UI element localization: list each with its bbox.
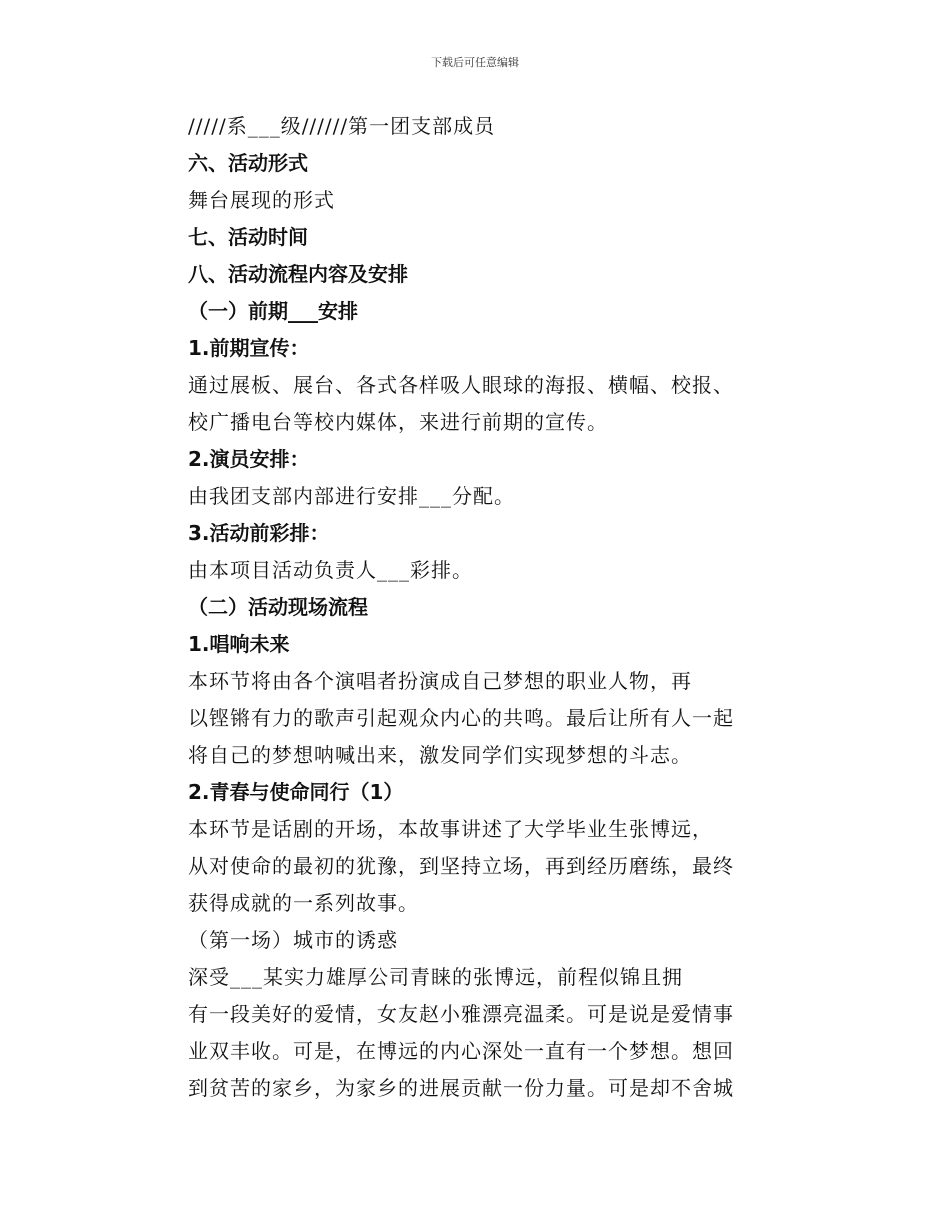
page-header: 下载后可任意编辑 (431, 56, 519, 69)
text-line: 校广播电台等校内媒体，来进行前期的宣传。 (188, 410, 608, 434)
text-line: 以铿锵有力的歌声引起观众内心的共鸣。最后让所有人一起 (188, 706, 734, 730)
text-line: （第一场）城市的诱惑 (188, 928, 398, 952)
text-line: 由本项目活动负责人___彩排。 (188, 558, 473, 582)
text-line: 有一段美好的爱情，女友赵小雅漂亮温柔。可是说是爱情事 (188, 1002, 734, 1026)
item-heading: 3.活动前彩排： (188, 521, 330, 545)
subsection-heading: （二）活动现场流程 (188, 595, 368, 619)
text-line: 由我团支部内部进行安排___分配。 (188, 484, 515, 508)
subsection-heading: （一）前期___安排 (188, 299, 358, 323)
item-heading: 2.演员安排： (188, 447, 310, 471)
section-heading: 七、活动时间 (188, 225, 308, 249)
text-line: 深受___某实力雄厚公司青睐的张博远，前程似锦且拥 (188, 965, 683, 989)
text-line: 将自己的梦想呐喊出来，激发同学们实现梦想的斗志。 (188, 743, 692, 767)
text-line: 到贫苦的家乡，为家乡的进展贡献一份力量。可是却不舍城 (188, 1076, 734, 1100)
item-heading: 1.唱响未来 (188, 632, 290, 656)
text-line: 本环节将由各个演唱者扮演成自己梦想的职业人物，再 (188, 669, 692, 693)
section-heading: 六、活动形式 (188, 151, 308, 175)
text-line: 舞台展现的形式 (188, 188, 335, 212)
text-line: 从对使命的最初的犹豫，到坚持立场，再到经历磨练，最终 (188, 854, 734, 878)
text-line: 通过展板、展台、各式各样吸人眼球的海报、横幅、校报、 (188, 373, 734, 397)
item-heading: 1.前期宣传： (188, 336, 310, 360)
text-line: 业双丰收。可是，在博远的内心深处一直有一个梦想。想回 (188, 1039, 734, 1063)
text-line: 本环节是话剧的开场，本故事讲述了大学毕业生张博远， (188, 817, 713, 841)
item-heading: 2.青春与使命同行（1） (188, 780, 404, 804)
document-body (188, 108, 768, 1107)
text-line: /////系___级//////第一团支部成员 (188, 114, 496, 138)
section-heading: 八、活动流程内容及安排 (188, 262, 408, 286)
text-line: 获得成就的一系列故事。 (188, 891, 419, 915)
